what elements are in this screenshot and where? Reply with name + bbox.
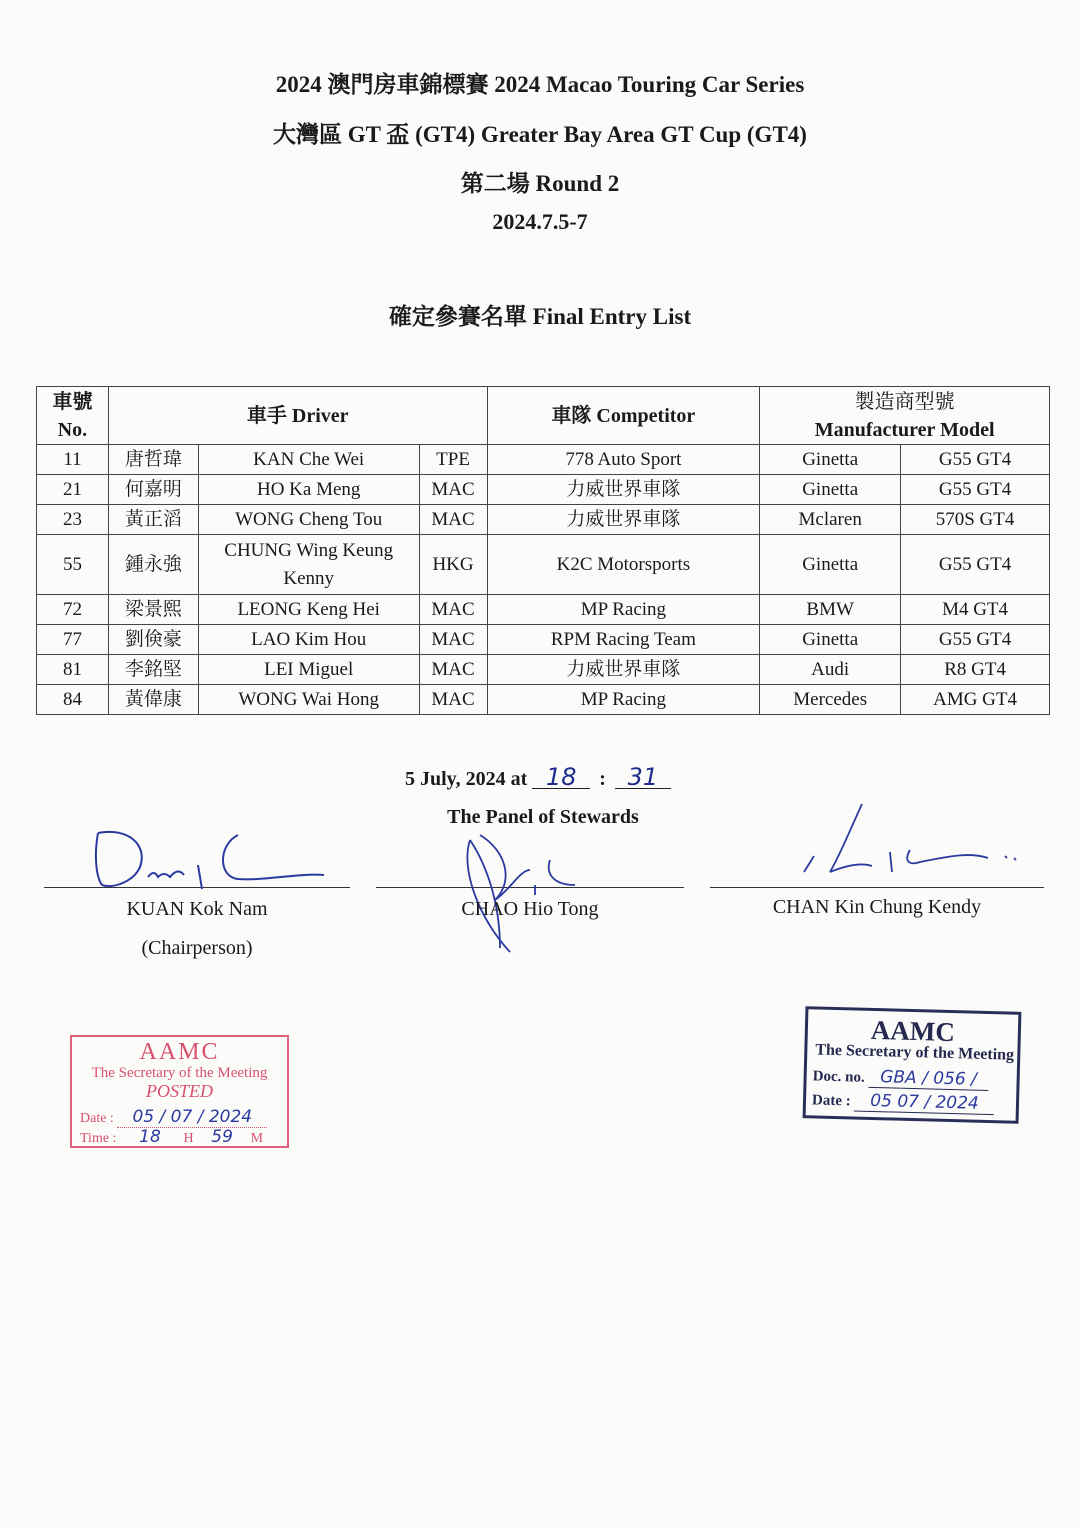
manufacturer: Mclaren (760, 505, 901, 535)
stamp-time: Time : 18 H 59 M (80, 1127, 264, 1147)
model: 570S GT4 (901, 505, 1050, 535)
manufacturer: Mercedes (760, 685, 901, 715)
model: G55 GT4 (901, 535, 1050, 595)
hour-handwritten: 18 (532, 766, 590, 789)
nationality: MAC (419, 475, 487, 505)
car-number: 55 (37, 535, 109, 595)
nationality: HKG (419, 535, 487, 595)
nationality: MAC (419, 685, 487, 715)
table-row (37, 535, 1050, 595)
competitor: MP Racing (487, 685, 760, 715)
stamp-date: Date : 05 / 07 / 2024 (80, 1107, 267, 1128)
driver-name-zh: 劉倹豪 (108, 625, 198, 655)
table-row (37, 655, 1050, 685)
stamp-doc-number: Doc. no. GBA / 056 / (812, 1065, 988, 1091)
car-number: 23 (37, 505, 109, 535)
driver-name-en: LEI Miguel (198, 655, 419, 685)
table-row (37, 685, 1050, 715)
driver-name-en: CHUNG Wing Keung Kenny (198, 535, 419, 595)
driver-name-zh: 梁景熙 (108, 595, 198, 625)
posted-stamp (70, 1035, 289, 1148)
signature-chao (460, 830, 590, 960)
steward1-role: (Chairperson) (141, 937, 253, 959)
col-manufacturer-header: 製造商型號 Manufacturer Model (760, 387, 1050, 445)
stamp-date: Date : 05 07 / 2024 (812, 1089, 995, 1115)
car-number: 77 (37, 625, 109, 655)
time-colon: : (599, 768, 606, 790)
table-row (37, 595, 1050, 625)
nationality: TPE (419, 445, 487, 475)
panel-of-stewards: The Panel of Stewards (447, 806, 639, 828)
competitor: 力威世界車隊 (487, 475, 760, 505)
round-title: 第二場 Round 2 (460, 171, 620, 196)
driver-name-zh: 何嘉明 (108, 475, 198, 505)
driver-name-en: WONG Cheng Tou (198, 505, 419, 535)
col-competitor-header: 車隊 Competitor (487, 387, 760, 445)
car-number: 84 (37, 685, 109, 715)
stamp-org: AAMC (870, 1014, 956, 1048)
competitor: 778 Auto Sport (487, 445, 760, 475)
signature-line (710, 887, 1044, 888)
competitor: 力威世界車隊 (487, 505, 760, 535)
competitor: K2C Motorsports (487, 535, 760, 595)
signature-chan (800, 800, 1030, 880)
driver-name-en: HO Ka Meng (198, 475, 419, 505)
list-title: 確定參賽名單 Final Entry List (388, 304, 692, 329)
manufacturer: BMW (760, 595, 901, 625)
driver-name-zh: 黃偉康 (108, 685, 198, 715)
table-header-row (37, 387, 1050, 445)
manufacturer: Ginetta (760, 445, 901, 475)
car-number: 72 (37, 595, 109, 625)
stamp-subtitle: The Secretary of the Meeting (815, 1041, 1015, 1064)
car-number: 21 (37, 475, 109, 505)
stamp-subtitle: The Secretary of the Meeting (91, 1065, 268, 1081)
table-row (37, 505, 1050, 535)
col-no-header: 車號 No. (37, 387, 109, 445)
driver-name-en: LEONG Keng Hei (198, 595, 419, 625)
competitor: 力威世界車隊 (487, 655, 760, 685)
steward2-name: CHAO Hio Tong (461, 898, 599, 920)
minute-handwritten: 31 (615, 766, 671, 789)
competitor: MP Racing (487, 595, 760, 625)
car-number: 81 (37, 655, 109, 685)
cup-title: 大灣區 GT 盃 (GT4) Greater Bay Area GT Cup (GT4) (273, 122, 807, 147)
nationality: MAC (419, 595, 487, 625)
nationality: MAC (419, 625, 487, 655)
stamp-org: AAMC (139, 1039, 220, 1065)
driver-name-zh: 唐哲瑋 (108, 445, 198, 475)
col-driver-header: 車手 Driver (108, 387, 487, 445)
driver-name-zh: 李銘堅 (108, 655, 198, 685)
table-row (37, 445, 1050, 475)
table-row (37, 625, 1050, 655)
stamp-status: POSTED (146, 1081, 213, 1101)
document-stamp (803, 1006, 1022, 1124)
driver-name-en: LAO Kim Hou (198, 625, 419, 655)
signature-kuan (88, 825, 328, 895)
entry-list-table (36, 386, 1050, 715)
event-date: 2024.7.5-7 (492, 209, 588, 234)
nationality: MAC (419, 505, 487, 535)
model: AMG GT4 (901, 685, 1050, 715)
series-title: 2024 澳門房車錦標賽 2024 Macao Touring Car Series (275, 72, 805, 97)
model: G55 GT4 (901, 445, 1050, 475)
model: M4 GT4 (901, 595, 1050, 625)
driver-name-en: WONG Wai Hong (198, 685, 419, 715)
model: R8 GT4 (901, 655, 1050, 685)
car-number: 11 (37, 445, 109, 475)
competitor: RPM Racing Team (487, 625, 760, 655)
manufacturer: Ginetta (760, 625, 901, 655)
driver-name-en: KAN Che Wei (198, 445, 419, 475)
nationality: MAC (419, 655, 487, 685)
driver-name-zh: 鍾永強 (108, 535, 198, 595)
manufacturer: Audi (760, 655, 901, 685)
driver-name-zh: 黃正滔 (108, 505, 198, 535)
model: G55 GT4 (901, 625, 1050, 655)
table-row (37, 475, 1050, 505)
steward3-name: CHAN Kin Chung Kendy (772, 896, 982, 918)
steward1-name: KUAN Kok Nam (126, 898, 268, 920)
decision-datetime (405, 763, 671, 791)
model: G55 GT4 (901, 475, 1050, 505)
manufacturer: Ginetta (760, 475, 901, 505)
date-prefix: 5 July, 2024 at (405, 768, 528, 790)
manufacturer: Ginetta (760, 535, 901, 595)
